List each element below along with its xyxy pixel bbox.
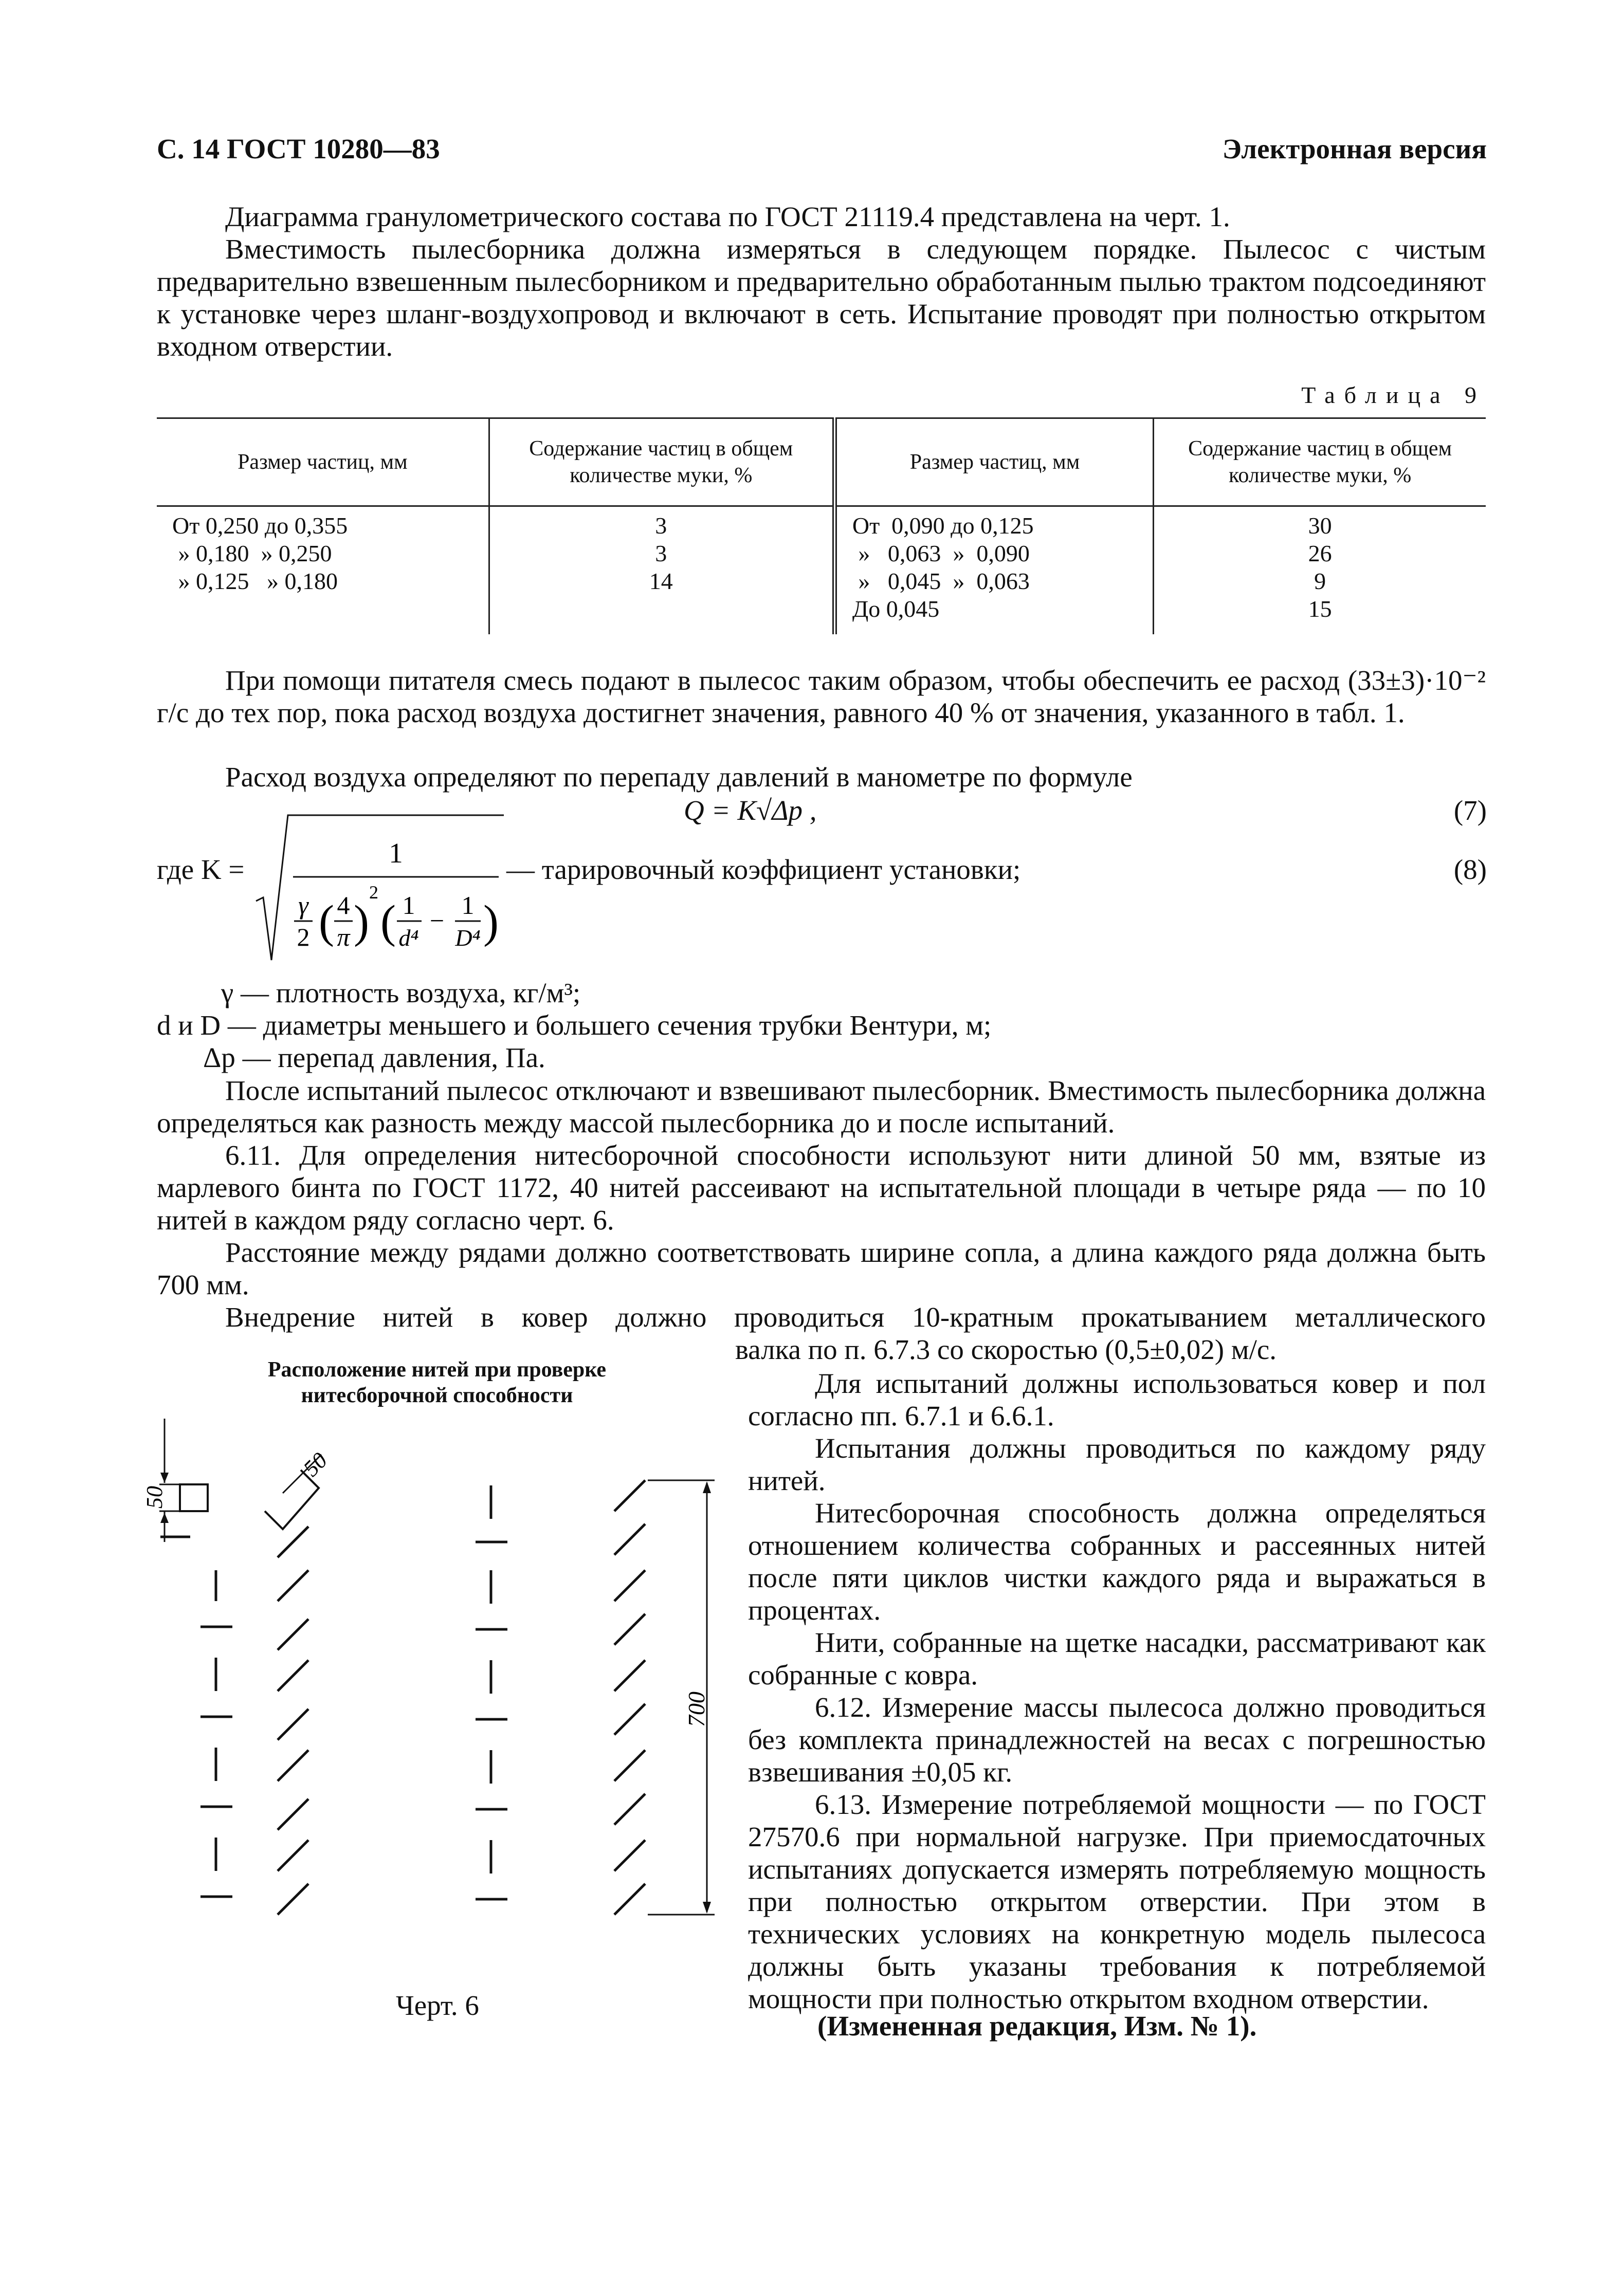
- formula-8-where: [157, 853, 244, 886]
- definition-diameters: d и D — диаметры меньшего и большего сечения трубки Вентури, м;: [157, 1009, 992, 1041]
- thread-diagonal: [278, 1884, 308, 1915]
- table-cell-value: 14: [649, 568, 673, 594]
- page-header-right: Электронная версия: [1222, 133, 1487, 164]
- minus: −: [429, 906, 445, 935]
- thread-diagonal: [614, 1524, 645, 1555]
- right-paragraph-rows: Испытания должны проводиться по каждому ряду нитей.: [748, 1432, 1486, 1496]
- embed-paragraph-line-2: валка по п. 6.7.3 со скоростью (0,5±0,02) м/с.: [735, 1334, 1277, 1365]
- definition-pressure: Δp — перепад давления, Па.: [203, 1042, 545, 1073]
- amendment-note: (Измененная редакция, Изм. № 1).: [817, 2010, 1257, 2042]
- pi: π: [337, 923, 350, 951]
- D4: D⁴: [455, 925, 481, 951]
- dim-arrowhead: [160, 1513, 169, 1523]
- paren2-close: ): [483, 896, 499, 947]
- gamma-den: 2: [297, 923, 310, 951]
- thread-diagonal: [278, 1619, 308, 1650]
- paren2-open: (: [380, 896, 396, 947]
- thread-diagonal: [614, 1840, 645, 1871]
- formula-8-lhs: где K =: [157, 854, 245, 885]
- table-cell-value: 26: [1308, 540, 1332, 566]
- table-cell-value: 9: [1314, 568, 1326, 594]
- thread-diagonal: [614, 1704, 645, 1735]
- dim-arrowhead: [160, 1473, 169, 1483]
- thread-diagonal: [278, 1799, 308, 1830]
- page-header-left: С. 14 ГОСТ 10280—83: [157, 133, 440, 164]
- dim-label-50-diagonal: 50: [298, 1447, 333, 1482]
- thread-diagonal: [614, 1794, 645, 1825]
- section-6-12-paragraph: 6.12. Измерение массы пылесоса должно проводиться без комплекта принадлежностей на весах с погрешностью взвешивания ±0,05 кг.: [748, 1692, 1486, 1788]
- formula-8-number: (8): [1453, 854, 1487, 885]
- intro-paragraph-1: Диаграмма гранулометрического состава по ГОСТ 21119.4 представлена на черт. 1.: [225, 201, 1230, 232]
- thread-row-1: [159, 1419, 232, 1897]
- table-header-size-1: Размер частиц, мм: [157, 418, 489, 506]
- four: 4: [337, 891, 350, 920]
- right-paragraph-collection: Нитесборочная способность должна определяться отношением количества собранных и рассеянных нитей после пяти циклов чистки каждого ряда и выражаться в процентах.: [748, 1497, 1486, 1626]
- thread-diagonal: [278, 1840, 308, 1871]
- thread-diagonal: [278, 1709, 308, 1740]
- feed-paragraph: При помощи питателя смесь подают в пылесос таким образом, чтобы обеспечить ее расход (33±3)·10⁻² г/с до тех пор, пока расход воздуха достигнет значения, равного 40 % от значения, указанного в табл. 1.: [157, 665, 1486, 728]
- one-b: 1: [461, 891, 475, 920]
- gamma: γ: [298, 891, 308, 920]
- table-header-content-1: Содержание частиц в общем количестве муки, %: [489, 418, 834, 506]
- table-cell-value: 15: [1308, 596, 1332, 622]
- table-row: До 0,045: [852, 596, 940, 622]
- formula-7-number: (7): [1453, 795, 1487, 826]
- thread-diagonal: [278, 1570, 308, 1601]
- table-row: » 0,063 » 0,090: [852, 540, 1030, 566]
- d4: d⁴: [398, 925, 419, 951]
- dim-label-700: 700: [683, 1692, 709, 1727]
- table-row: » 0,180 » 0,250: [172, 540, 332, 566]
- thread-diagonal: [278, 1660, 308, 1691]
- definition-gamma: γ — плотность воздуха, кг/м³;: [221, 977, 581, 1008]
- table-9: [157, 417, 1486, 634]
- table-row: » 0,045 » 0,063: [852, 568, 1030, 594]
- formula-8-fraction: [252, 811, 519, 965]
- paren-close: ): [354, 896, 369, 947]
- power-two: 2: [369, 882, 378, 903]
- right-paragraph-brush: Нити, собранные на щетке насадки, рассматривают как собранные с ковра.: [748, 1627, 1486, 1691]
- formula-7: Q = K√Δp ,: [684, 795, 817, 826]
- thread-diagonal: [278, 1750, 308, 1781]
- table-cell-value: 30: [1308, 512, 1332, 539]
- table-row: От 0,250 до 0,355: [172, 512, 348, 539]
- thread-sample-box-diagonal: [265, 1470, 319, 1529]
- section-6-13-paragraph: 6.13. Измерение потребляемой мощности — по ГОСТ 27570.6 при нормальной нагрузке. При приемосдаточных испытаниях допускается измерять потребляемую мощность при полностью открытом отверстии. При этом в технических условиях на конкретную модель пылесоса должны быть указаны требования к потребляемой мощности при полностью открытом входном отверстии.: [748, 1789, 1486, 2014]
- thread-diagonal: [614, 1480, 645, 1511]
- table-caption: Таблица 9: [1301, 382, 1486, 408]
- thread-diagonal: [614, 1614, 645, 1645]
- thread-row-2: [265, 1455, 321, 1915]
- thread-diagonal: [614, 1750, 645, 1781]
- thread-diagonal: [614, 1884, 645, 1915]
- airflow-paragraph: Расход воздуха определяют по перепаду давлений в манометре по формуле: [225, 761, 1133, 793]
- thread-diagonal: [278, 1527, 308, 1557]
- after-test-paragraph: После испытаний пылесос отключают и взвешивают пылесборник. Вместимость пылесборника должна определяться как разность между массой пылесборника до и после испытаний.: [157, 1075, 1486, 1138]
- table-row: От 0,090 до 0,125: [852, 512, 1034, 539]
- figure-title: Расположение нитей при проверке нитесборочной способности: [267, 1358, 607, 1407]
- row-distance-paragraph: Расстояние между рядами должно соответствовать ширине сопла, а длина каждого ряда должна быть 700 мм.: [157, 1237, 1486, 1300]
- threads-diagram: [142, 1419, 735, 1933]
- thread-row-3: [476, 1485, 507, 1899]
- thread-diagonal: [614, 1660, 645, 1691]
- section-6-11-paragraph: 6.11. Для определения нитесборочной способности используют нити длиной 50 мм, взятые из марлевого бинта по ГОСТ 1172, 40 нитей рассеивают на испытательной площади в четыре ряда — по 10 нитей в каждом ряду согласно черт. 6.: [157, 1140, 1486, 1236]
- table-cell-value: 3: [655, 512, 667, 539]
- figure-caption: Черт. 6: [396, 1990, 479, 2021]
- table-cell-value: 3: [655, 540, 667, 566]
- dim-arrowhead: [703, 1902, 711, 1914]
- table-header-content-2: Содержание частиц в общем количестве муки, %: [1154, 418, 1486, 506]
- formula-8-description: — тарировочный коэффициент установки;: [506, 854, 1021, 885]
- numerator: 1: [389, 837, 403, 869]
- dim-label-50-vertical: 50: [142, 1486, 167, 1509]
- table-row: » 0,125 » 0,180: [172, 568, 338, 594]
- intro-paragraph-2: Вместимость пылесборника должна измеряться в следующем порядке. Пылесос с чистым предварительно взвешенным пылесборником и предварительно обработанным пылью трактом подсоединяют к установке через шланг-воздухопровод и включают в сеть. Испытание проводят при полностью открытом входном отверстии.: [157, 233, 1486, 362]
- paren-open: (: [319, 896, 334, 947]
- table-header-size-2: Размер частиц, мм: [834, 418, 1153, 506]
- right-column: [748, 1367, 1486, 2015]
- thread-sample-box: [180, 1484, 208, 1511]
- embed-paragraph-line-1: Внедрение нитей в ковер должно проводиться 10-кратным прокатыванием металлического: [225, 1301, 1486, 1333]
- thread-diagonal: [614, 1570, 645, 1601]
- right-paragraph-carpet: Для испытаний должны использоваться ковер и пол согласно пп. 6.7.1 и 6.6.1.: [748, 1368, 1486, 1431]
- dim-arrowhead: [703, 1481, 711, 1493]
- one-a: 1: [402, 891, 415, 920]
